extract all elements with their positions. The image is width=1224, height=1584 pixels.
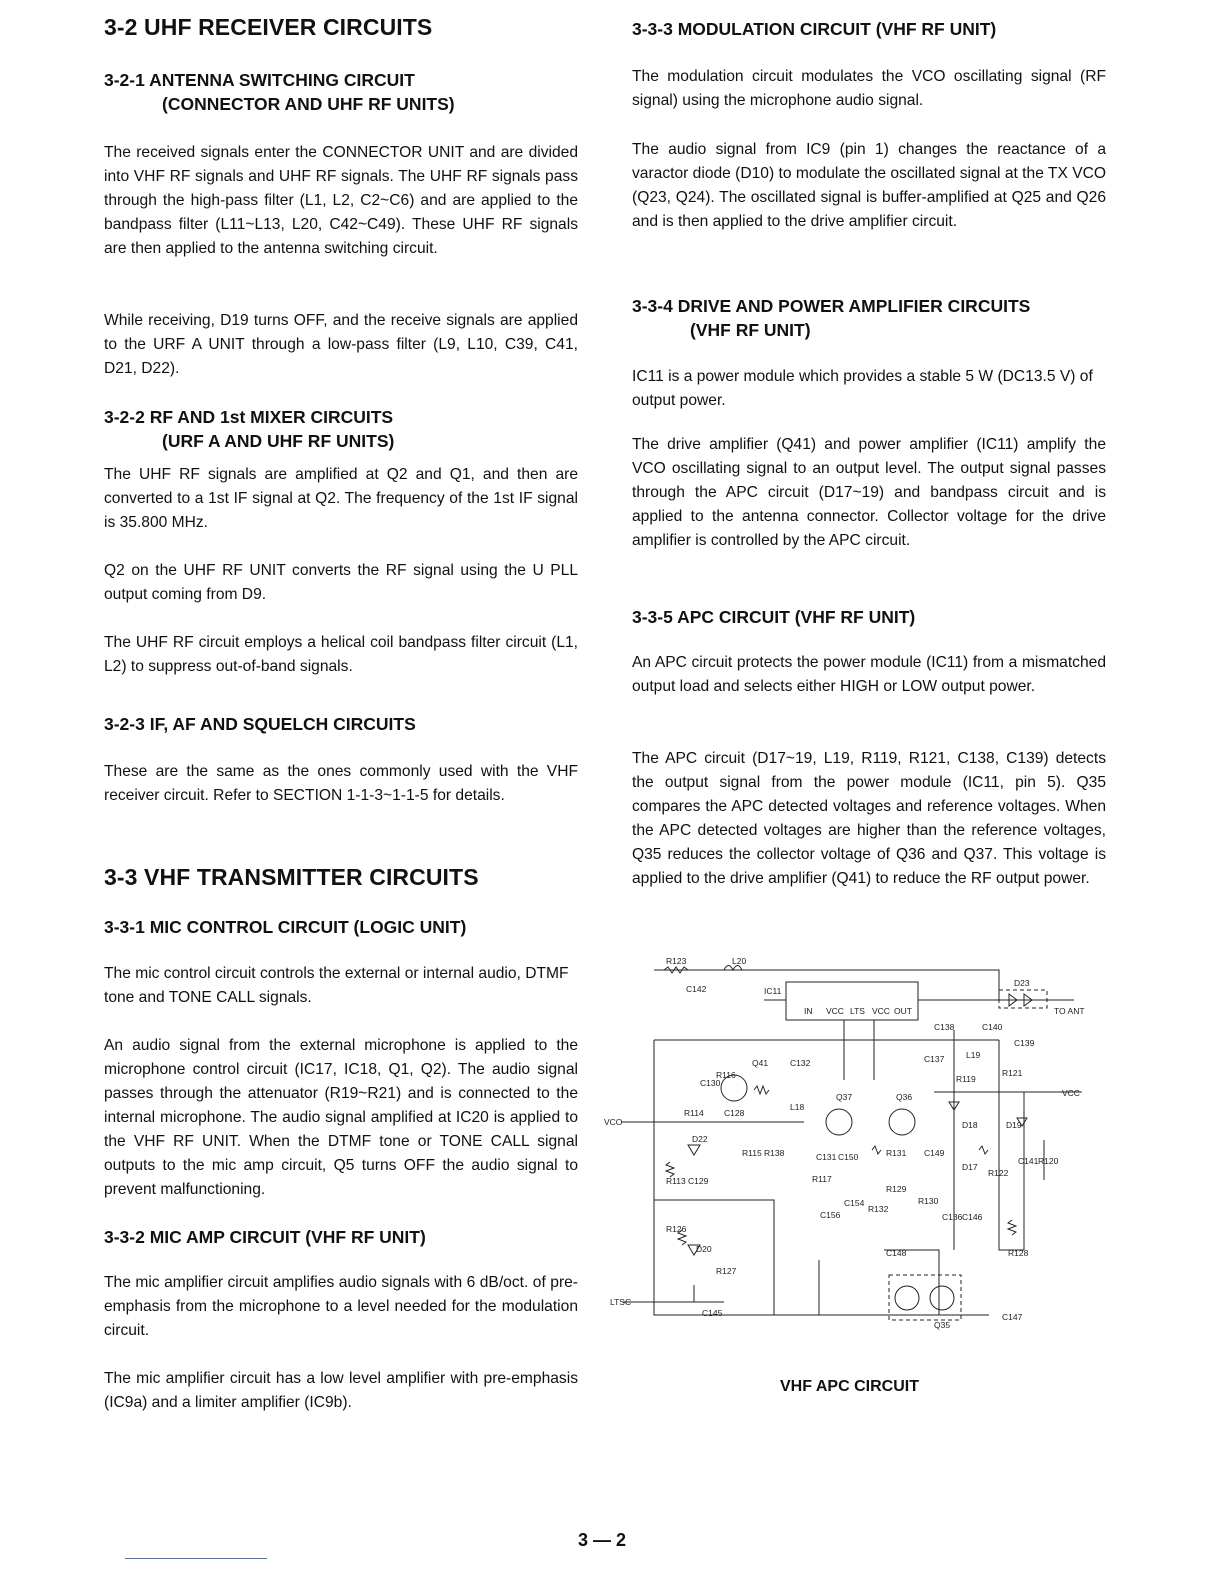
label-r126: R126 [666,1224,687,1234]
label-r114: R114 [684,1108,704,1118]
label-d20: D20 [696,1244,712,1254]
label-vco: VCO [604,1117,623,1127]
section-3-3-4-paragraph-2: The drive amplifier (Q41) and power amplifier (IC11) amplify the VCO oscillating signal to an output level. The output signal passes through the APC circuit (D17~19) and bandpass circuit and is applied to the antenna connector. Collector voltage for the drive amplifier is controlled by the APC circuit. [632,436,1106,549]
label-c154: C154 [844,1198,865,1208]
section-3-3-4-title [632,294,1106,342]
label-q35: Q35 [934,1320,951,1330]
label-c147: C147 [1002,1312,1023,1322]
section-3-3-2-paragraph-2: The mic amplifier circuit has a low level amplifier with pre-emphasis (IC9a) and a limiter amplifier (IC9b). [104,1370,578,1411]
section-3-3-5-paragraph-1: An APC circuit protects the power module (IC11) from a mismatched output load and selects either HIGH or LOW output power. [632,654,1106,695]
section-3-2-title: 3-2 UHF RECEIVER CIRCUITS [104,14,433,40]
label-l18: L18 [790,1102,805,1112]
label-c128: C128 [724,1108,745,1118]
section-3-2-2-paragraph-3: The UHF RF circuit employs a helical coil bandpass filter circuit (L1, L2) to suppress out-of-band signals. [104,634,578,675]
label-l19: L19 [966,1050,981,1060]
footer-rule [125,1558,267,1559]
section-3-3-5-paragraph-2: The APC circuit (D17~19, L19, R119, R121, C138, C139) detects the output signal from the power module (IC11, pin 5). Q35 compares the APC detected voltages and reference voltages. When the APC detected voltages are higher than the reference voltages, Q35 reduces the collector voltage of Q36 and Q37. This voltage is applied to the drive amplifier (Q41) to reduce the RF output power. [632,750,1106,887]
figure-caption: VHF APC CIRCUIT [780,1378,919,1395]
label-d18: D18 [962,1120,978,1130]
label-q41: Q41 [752,1058,769,1068]
section-3-3-4-paragraph-1: IC11 is a power module which provides a stable 5 W (DC13.5 V) of output power. [632,368,1093,409]
section-3-2-2-paragraph-2: Q2 on the UHF RF UNIT converts the RF signal using the U PLL output coming from D9. [104,562,578,603]
label-c131: C131 [816,1152,837,1162]
label-d19: D19 [1006,1120,1022,1130]
label-c156: C156 [820,1210,841,1220]
section-3-2-1-title-line1: 3-2-1 ANTENNA SWITCHING CIRCUIT [104,70,415,90]
label-r130: R130 [918,1196,939,1206]
label-pin-vcc1: VCC [826,1006,844,1016]
section-3-3-1-paragraph-2: An audio signal from the external microphone is applied to the microphone control circuit (IC17, IC18, Q1, Q2). The audio signal passes through the attenuator (R19~R21) and is connected to the internal microphone. The audio signal amplified at IC20 is applied to the VHF RF UNIT. When the DTMF tone or TONE CALL signal outputs to the mic amp circuit, Q5 turns OFF the audio signal to prevent malfunctioning. [104,1037,578,1198]
label-d17: D17 [962,1162,978,1172]
label-c149: C149 [924,1148,945,1158]
label-r123: R123 [666,956,687,966]
section-3-2-1-paragraph-1: The received signals enter the CONNECTOR UNIT and are divided into VHF RF signals and UHF RF signals. The UHF RF signals pass through the high-pass filter (L1, L2, C2~C6) and are applied to the bandpass filter (L11~L13, L20, C42~C49). These UHF RF signals are then applied to the antenna switching circuit. [104,144,578,257]
section-3-3-title: 3-3 VHF TRANSMITTER CIRCUITS [104,864,479,890]
section-3-2-1-title [104,68,578,116]
section-3-2-1-paragraph-2: While receiving, D19 turns OFF, and the receive signals are applied to the URF A UNIT through a low-pass filter (L9, L10, C39, C41, D21, D22). [104,312,578,377]
label-c132: C132 [790,1058,811,1068]
section-3-3-5-title: 3-3-5 APC CIRCUIT (VHF RF UNIT) [632,607,916,627]
label-q36: Q36 [896,1092,913,1102]
label-r119: R119 [956,1074,976,1084]
page-number: 3 — 2 [578,1530,627,1550]
section-3-2-1-title-line2: (CONNECTOR AND UHF RF UNITS) [162,94,455,114]
label-c150: C150 [838,1152,859,1162]
label-c136: C136 [942,1212,963,1222]
label-r138: R138 [764,1148,785,1158]
label-r128: R128 [1008,1248,1029,1258]
vhf-apc-circuit-diagram [604,950,1104,1350]
label-pin-lts: LTS [850,1006,865,1016]
section-3-3-4-title-line2: (VHF RF UNIT) [690,320,811,340]
section-3-3-2-title: 3-3-2 MIC AMP CIRCUIT (VHF RF UNIT) [104,1227,426,1247]
label-r131: R131 [886,1148,907,1158]
label-pin-in: IN [804,1006,813,1016]
label-d23: D23 [1014,978,1030,988]
label-c139: C139 [1014,1038,1035,1048]
label-r132: R132 [868,1204,889,1214]
section-3-2-3-title: 3-2-3 IF, AF AND SQUELCH CIRCUITS [104,714,416,734]
label-r129: R129 [886,1184,907,1194]
section-3-3-3-paragraph-2: The audio signal from IC9 (pin 1) changes the reactance of a varactor diode (D10) to modulate the oscillated signal at the TX VCO (Q23, Q24). The oscillated signal is buffer-amplified at Q25 and Q26 and is then applied to the drive amplifier circuit. [632,141,1106,230]
label-c146: C146 [962,1212,983,1222]
label-ic11: IC11 [764,986,782,996]
label-r121: R121 [1002,1068,1023,1078]
label-c148: C148 [886,1248,907,1258]
section-3-2-3-paragraph-1: These are the same as the ones commonly used with the VHF receiver circuit. Refer to SECTION 1-1-3~1-1-5 for details. [104,763,578,804]
label-pin-out: OUT [894,1006,912,1016]
label-r113: R113 [666,1176,686,1186]
label-c130: C130 [700,1078,721,1088]
label-ltsc: LTSC [610,1297,632,1307]
label-c142: C142 [686,984,707,994]
section-3-2-2-title [104,405,578,453]
section-3-3-4-title-line1: 3-3-4 DRIVE AND POWER AMPLIFIER CIRCUITS [632,296,1031,316]
label-r122: R122 [988,1168,1009,1178]
label-r116: R116 [716,1070,736,1080]
label-to-ant: TO ANT [1054,1006,1085,1016]
section-3-3-3-title: 3-3-3 MODULATION CIRCUIT (VHF RF UNIT) [632,19,997,39]
label-c137: C137 [924,1054,945,1064]
label-c140: C140 [982,1022,1003,1032]
label-vcc-right: VCC [1062,1088,1080,1098]
circuit-wires [622,966,1082,1321]
label-r115: R115 [742,1148,762,1158]
label-l20: L20 [732,956,747,966]
section-3-3-3-paragraph-1: The modulation circuit modulates the VCO oscillating signal (RF signal) using the microphone audio signal. [632,68,1106,109]
section-3-3-2-paragraph-1: The mic amplifier circuit amplifies audio signals with 6 dB/oct. of pre-emphasis from the microphone to a level needed for the modulation circuit. [104,1274,578,1339]
label-c145: C145 [702,1308,723,1318]
label-q37: Q37 [836,1092,853,1102]
label-r117: R117 [812,1174,832,1184]
label-d22: D22 [692,1134,708,1144]
section-3-2-2-title-line1: 3-2-2 RF AND 1st MIXER CIRCUITS [104,407,394,427]
label-c129: C129 [688,1176,709,1186]
label-pin-vcc2: VCC [872,1006,890,1016]
label-c141: C141 [1018,1156,1039,1166]
label-c138: C138 [934,1022,955,1032]
section-3-3-1-title: 3-3-1 MIC CONTROL CIRCUIT (LOGIC UNIT) [104,917,467,937]
section-3-3-1-paragraph-1: The mic control circuit controls the external or internal audio, DTMF tone and TONE CALL signals. [104,965,569,1006]
label-r127: R127 [716,1266,737,1276]
section-3-2-2-paragraph-1: The UHF RF signals are amplified at Q2 and Q1, and then are converted to a 1st IF signal at Q2. The frequency of the 1st IF signal is 35.800 MHz. [104,466,578,531]
section-3-2-2-title-line2: (URF A AND UHF RF UNITS) [162,431,395,451]
circuit-labels [604,956,1085,1330]
label-r120: R120 [1038,1156,1059,1166]
